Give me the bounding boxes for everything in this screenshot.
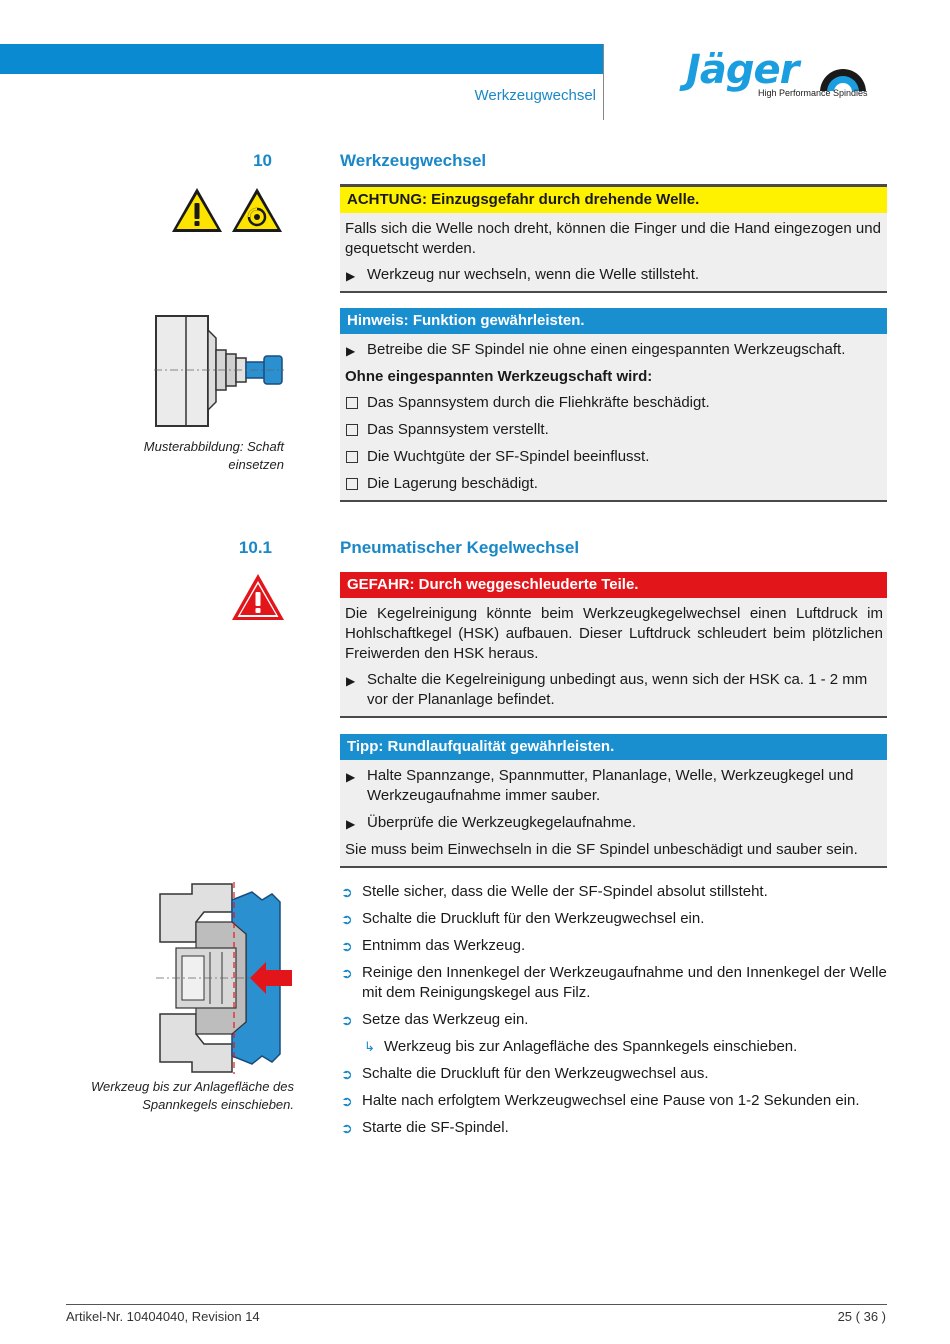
procedure-step [340, 882, 887, 902]
triangle-arrow-icon: ▶ [346, 817, 356, 831]
tip-note: Sie muss beim Einwechseln in die SF Spindel unbeschädigt und sauber sein. [345, 841, 858, 858]
warning-action [345, 265, 883, 285]
note-action [345, 340, 883, 360]
procedure-step [340, 1091, 887, 1111]
note-item-text: Die Lagerung beschädigt. [367, 475, 538, 492]
arrow-circle-icon: ➲ [341, 1066, 353, 1082]
note-item-text: Die Wuchtgüte der SF-Spindel beeinflusst. [367, 448, 650, 465]
procedure-step-text: Reinige den Innenkegel der Werkzeugaufnahme und den Innenkegel der Welle mit dem Reinigungskegel aus Filz. [362, 964, 887, 1001]
procedure-step-text: Halte nach erfolgtem Werkzeugwechsel eine Pause von 1-2 Sekunden ein. [362, 1092, 860, 1109]
procedure-step-text: Stelle sicher, dass die Welle der SF-Spindel absolut stillsteht. [362, 883, 768, 900]
procedure-step [340, 909, 887, 929]
logo-word: Jäger [686, 47, 799, 93]
tip-action [345, 766, 883, 806]
danger-action-text: Schalte die Kegelreinigung unbedingt aus, wenn sich der HSK ca. 1 - 2 mm vor der Plananlage befindet. [367, 671, 868, 708]
warning-box [340, 184, 887, 293]
triangle-arrow-icon: ▶ [346, 674, 356, 688]
danger-box [340, 572, 887, 718]
tip-heading: Tipp: Rundlaufqualität gewährleisten. [340, 734, 887, 760]
note-item-text: Das Spannsystem durch die Fliehkräfte beschädigt. [367, 394, 710, 411]
procedure-result-text: Werkzeug bis zur Anlagefläche des Spannkegels einschieben. [384, 1038, 798, 1055]
danger-text: Die Kegelreinigung könnte beim Werkzeugkegelwechsel einen Luftdruck im Hohlschaftkegel (HSK) aufbauen. Dieser Luftdruck schleudert beim plötzlichen Freiwerden den HSK heraus. [345, 605, 883, 662]
note-heading: Hinweis: Funktion gewährleisten. [340, 308, 887, 334]
arrow-circle-icon: ➲ [341, 965, 353, 981]
logo-tagline: High Performance Spindles [758, 88, 868, 98]
arrow-circle-icon: ➲ [341, 884, 353, 900]
figure-caption-insertion: Werkzeug bis zur Anlagefläche des Spannkegels einschieben. [90, 1079, 294, 1112]
note-item [345, 393, 883, 413]
arrow-circle-icon: ➲ [341, 911, 353, 927]
procedure-step-text: Schalte die Druckluft für den Werkzeugwechsel aus. [362, 1065, 709, 1082]
note-item [345, 420, 883, 440]
procedure-step [340, 1118, 887, 1138]
procedure-step [340, 1064, 887, 1084]
checkbox-icon [346, 397, 358, 409]
note-action-text: Betreibe die SF Spindel nie ohne einen eingespannten Werkzeugschaft. [367, 341, 846, 358]
note-item [345, 474, 883, 494]
procedure-result [340, 1037, 887, 1057]
danger-action [345, 670, 883, 710]
warning-text: Falls sich die Welle noch dreht, können die Finger und die Hand eingezogen und gequetscht werden. [345, 220, 881, 257]
section-number: 10 [253, 151, 272, 170]
section-title: Werkzeugwechsel [340, 151, 487, 170]
procedure-step-text: Setze das Werkzeug ein. [362, 1011, 529, 1028]
arrow-circle-icon: ➲ [341, 1120, 353, 1136]
warning-heading: ACHTUNG: Einzugsgefahr durch drehende Welle. [340, 184, 887, 213]
rotating-shaft-entanglement-icon [230, 186, 284, 234]
note-item [345, 447, 883, 467]
procedure-step [340, 1010, 887, 1030]
danger-heading: GEFAHR: Durch weggeschleuderte Teile. [340, 572, 887, 598]
procedure-step-text: Starte die SF-Spindel. [362, 1119, 509, 1136]
header-section-name: Werkzeugwechsel [474, 87, 596, 104]
arrow-circle-icon: ➲ [341, 1012, 353, 1028]
subsection-number: 10.1 [238, 538, 272, 557]
procedure-step [340, 963, 887, 1003]
footer-page-number: 25 ( 36 ) [837, 1309, 886, 1324]
note-box [340, 308, 887, 502]
general-warning-icon [170, 186, 224, 234]
header-divider [603, 44, 604, 120]
arrow-circle-icon: ➲ [341, 1093, 353, 1109]
note-item-text: Das Spannsystem verstellt. [367, 421, 549, 438]
procedure-step-text: Entnimm das Werkzeug. [362, 937, 526, 954]
tool-insertion-cross-section-illustration [156, 882, 296, 1074]
tip-action-text: Überprüfe die Werkzeugkegelaufnahme. [367, 814, 637, 831]
arrow-circle-icon: ➲ [341, 938, 353, 954]
triangle-arrow-icon: ▶ [346, 344, 356, 358]
procedure-step-text: Schalte die Druckluft für den Werkzeugwechsel ein. [362, 910, 705, 927]
checkbox-icon [346, 478, 358, 490]
procedure-steps [340, 882, 887, 1145]
company-logo [686, 47, 876, 104]
subsection-title: Pneumatischer Kegelwechsel [340, 538, 580, 557]
note-subheading: Ohne eingespannten Werkzeugschaft wird: [345, 368, 653, 385]
figure-caption-shank: Musterabbildung: Schaft einsetzen [143, 439, 284, 472]
danger-exclamation-icon [230, 572, 286, 622]
procedure-step [340, 936, 887, 956]
tip-action [345, 813, 883, 833]
footer-divider [66, 1304, 887, 1305]
result-arrow-icon: ↳ [364, 1039, 375, 1054]
tip-box [340, 734, 887, 868]
checkbox-icon [346, 424, 358, 436]
triangle-arrow-icon: ▶ [346, 770, 356, 784]
header-bar [0, 44, 604, 74]
warning-action-text: Werkzeug nur wechseln, wenn die Welle stillsteht. [367, 266, 700, 283]
tool-shank-illustration [154, 314, 286, 430]
triangle-arrow-icon: ▶ [346, 269, 356, 283]
checkbox-icon [346, 451, 358, 463]
tip-action-text: Halte Spannzange, Spannmutter, Plananlage, Welle, Werkzeugkegel und Werkzeugaufnahme immer sauber. [367, 767, 854, 804]
footer-article-number: Artikel-Nr. 10404040, Revision 14 [66, 1309, 260, 1324]
